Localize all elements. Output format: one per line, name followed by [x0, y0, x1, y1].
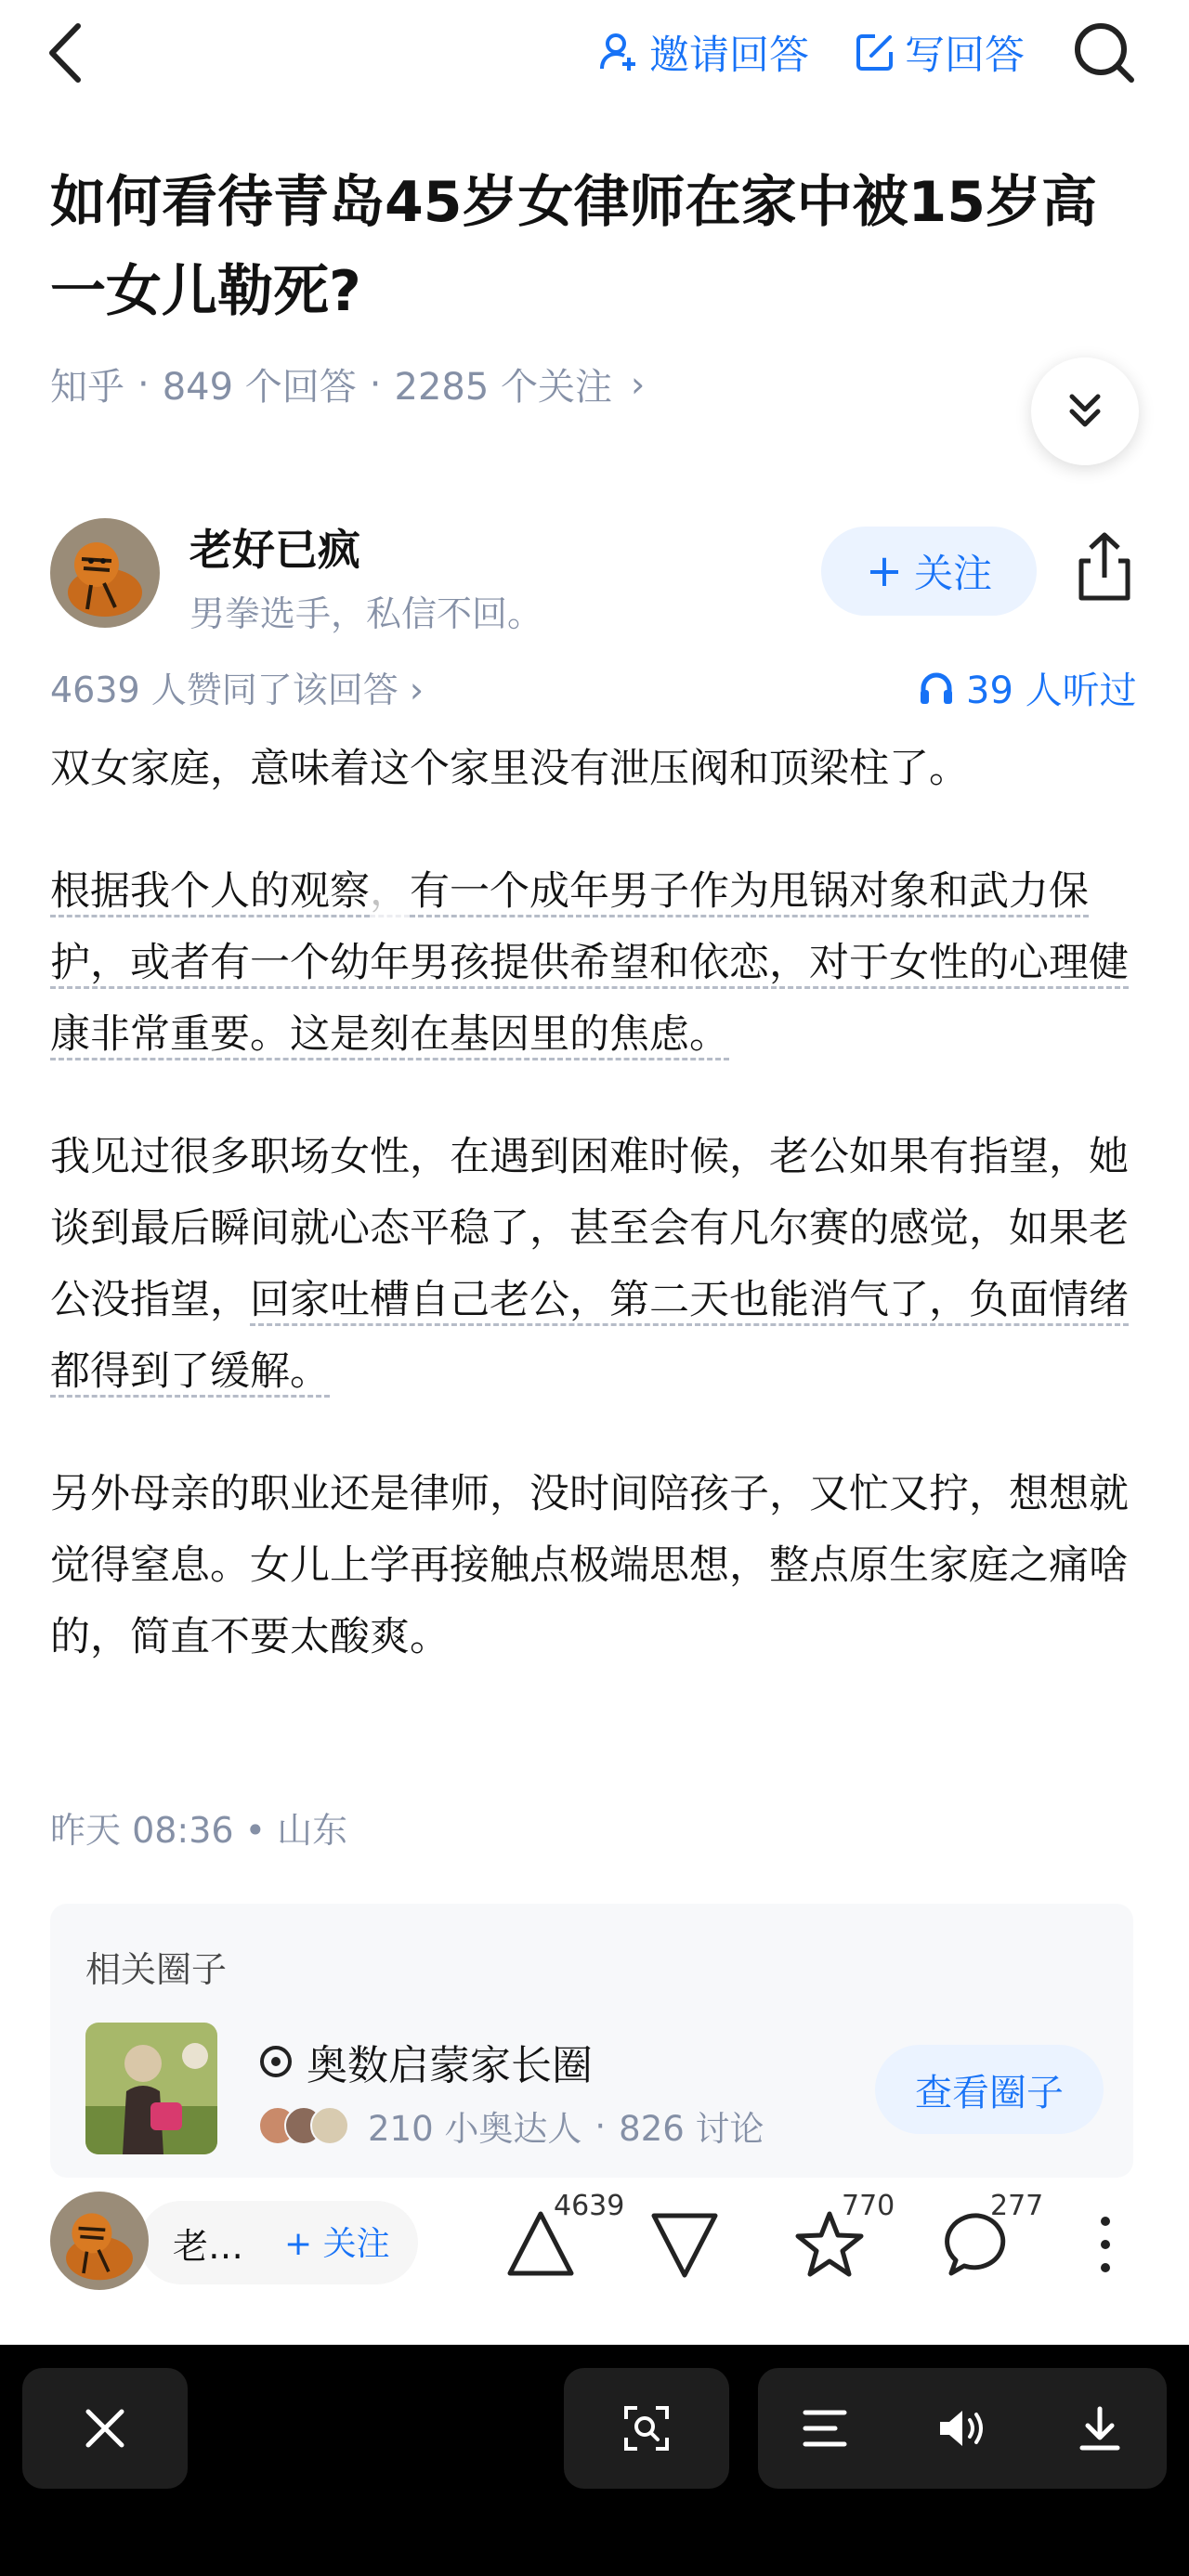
highlighted-text[interactable]: 有一个成年男子作为甩锅对象和武力保护，或者有一个幼年男孩提供希望和依恋，对于女性的心理健康非常重要。这是刻在基因里的焦虑。 [50, 868, 1129, 1060]
view-circle-button[interactable]: 查看圈子 [875, 2045, 1104, 2134]
lens-scan-button[interactable] [564, 2368, 729, 2489]
highlighted-text[interactable]: 根据我个人的观察 [50, 868, 370, 917]
follow-button[interactable] [821, 527, 1037, 616]
punctuation: ， [370, 868, 410, 917]
answer-paragraph: 另外母亲的职业还是律师，没时间陪孩子，又忙又拧，想想就觉得窒息。女儿上学再接触点极端思想，整点原生家庭之痛啥的，简直不要太酸爽。 [50, 1471, 1129, 1660]
close-icon [83, 2406, 127, 2451]
share-icon[interactable] [1072, 529, 1137, 604]
followers-count: 2285 个关注 [394, 366, 613, 409]
headphones-icon [918, 670, 955, 707]
circle-name-text: 奥数启蒙家长圈 [307, 2042, 593, 2089]
plus-icon: + [865, 545, 904, 597]
question-title[interactable]: 如何看待青岛45岁女律师在家中被15岁高一女儿勒死? [50, 170, 1097, 324]
highlighted-text[interactable]: 回家吐槽自己老公，第二天也能消气了，负面情绪都得到了缓解。 [50, 1277, 1129, 1398]
meta-separator: · [369, 362, 382, 406]
answer-paragraph: 双女家庭，意味着这个家里没有泄压阀和顶梁柱了。 [50, 746, 969, 792]
related-circle-heading: 相关圈子 [85, 1949, 228, 1990]
star-count: 770 [842, 2190, 895, 2222]
bar-author-avatar[interactable] [50, 2192, 149, 2290]
menu-lines-icon[interactable] [802, 2407, 848, 2450]
invite-user-icon [599, 32, 640, 72]
write-answer-label: 写回答 [905, 32, 1025, 79]
author-name[interactable]: 老好已疯 [189, 525, 360, 575]
close-button[interactable] [22, 2368, 188, 2489]
write-answer-button[interactable] [855, 24, 1025, 80]
paragraph-text: 我见过很多职场女性，在遇到困难时候，老公如果有指望，她谈到最后瞬间就心态平稳了，甚至会有凡尔赛的感觉，如果老公没指望， [50, 1134, 1129, 1323]
search-icon[interactable] [1070, 19, 1137, 85]
post-time-location: 昨天 08:36 • 山东 [50, 1810, 348, 1851]
answer-paragraph [50, 856, 1143, 1071]
upvote-count: 4639 [554, 2190, 625, 2222]
circle-name[interactable] [258, 2032, 593, 2091]
downvote-icon[interactable] [648, 2208, 721, 2281]
comment-count: 277 [990, 2190, 1044, 2222]
circle-thumbnail[interactable] [85, 2023, 217, 2154]
more-icon[interactable] [1085, 2208, 1126, 2281]
stats-separator: · [594, 2105, 607, 2146]
circle-ring-icon [258, 2044, 294, 2079]
circle-members: 210 小奥达人 [368, 2109, 582, 2149]
answer-paragraph [50, 1122, 1143, 1408]
answer-body [50, 734, 1143, 1724]
double-chevron-down-icon[interactable] [1031, 358, 1139, 465]
bar-author-name[interactable]: 老… [173, 2226, 244, 2267]
speaker-icon[interactable] [936, 2407, 988, 2450]
author-avatar[interactable] [50, 518, 160, 628]
reader-tools [758, 2368, 1167, 2489]
follow-label: 关注 [914, 551, 993, 596]
listen-count-text: 39 人听过 [966, 670, 1137, 712]
download-icon[interactable] [1077, 2405, 1123, 2452]
question-meta[interactable] [50, 358, 645, 410]
meta-separator: · [137, 362, 150, 406]
vote-summary[interactable]: 4639 人赞同了该回答 › [50, 670, 425, 710]
chevron-right-icon: › [631, 363, 646, 405]
answers-count: 849 个回答 [162, 366, 357, 409]
back-chevron-icon[interactable] [41, 20, 97, 85]
bar-follow-button[interactable]: + 关注 [284, 2225, 390, 2263]
circle-stats [258, 2101, 764, 2151]
invite-answer-button[interactable] [599, 24, 809, 80]
edit-icon [855, 32, 895, 72]
listen-count[interactable] [918, 661, 1137, 714]
question-source: 知乎 [50, 366, 124, 409]
member-avatar [310, 2106, 349, 2145]
invite-answer-label: 邀请回答 [649, 32, 809, 79]
circle-discussions: 826 讨论 [619, 2109, 764, 2149]
lens-scan-icon [622, 2404, 671, 2452]
author-bio: 男拳选手，私信不回。 [189, 593, 543, 634]
